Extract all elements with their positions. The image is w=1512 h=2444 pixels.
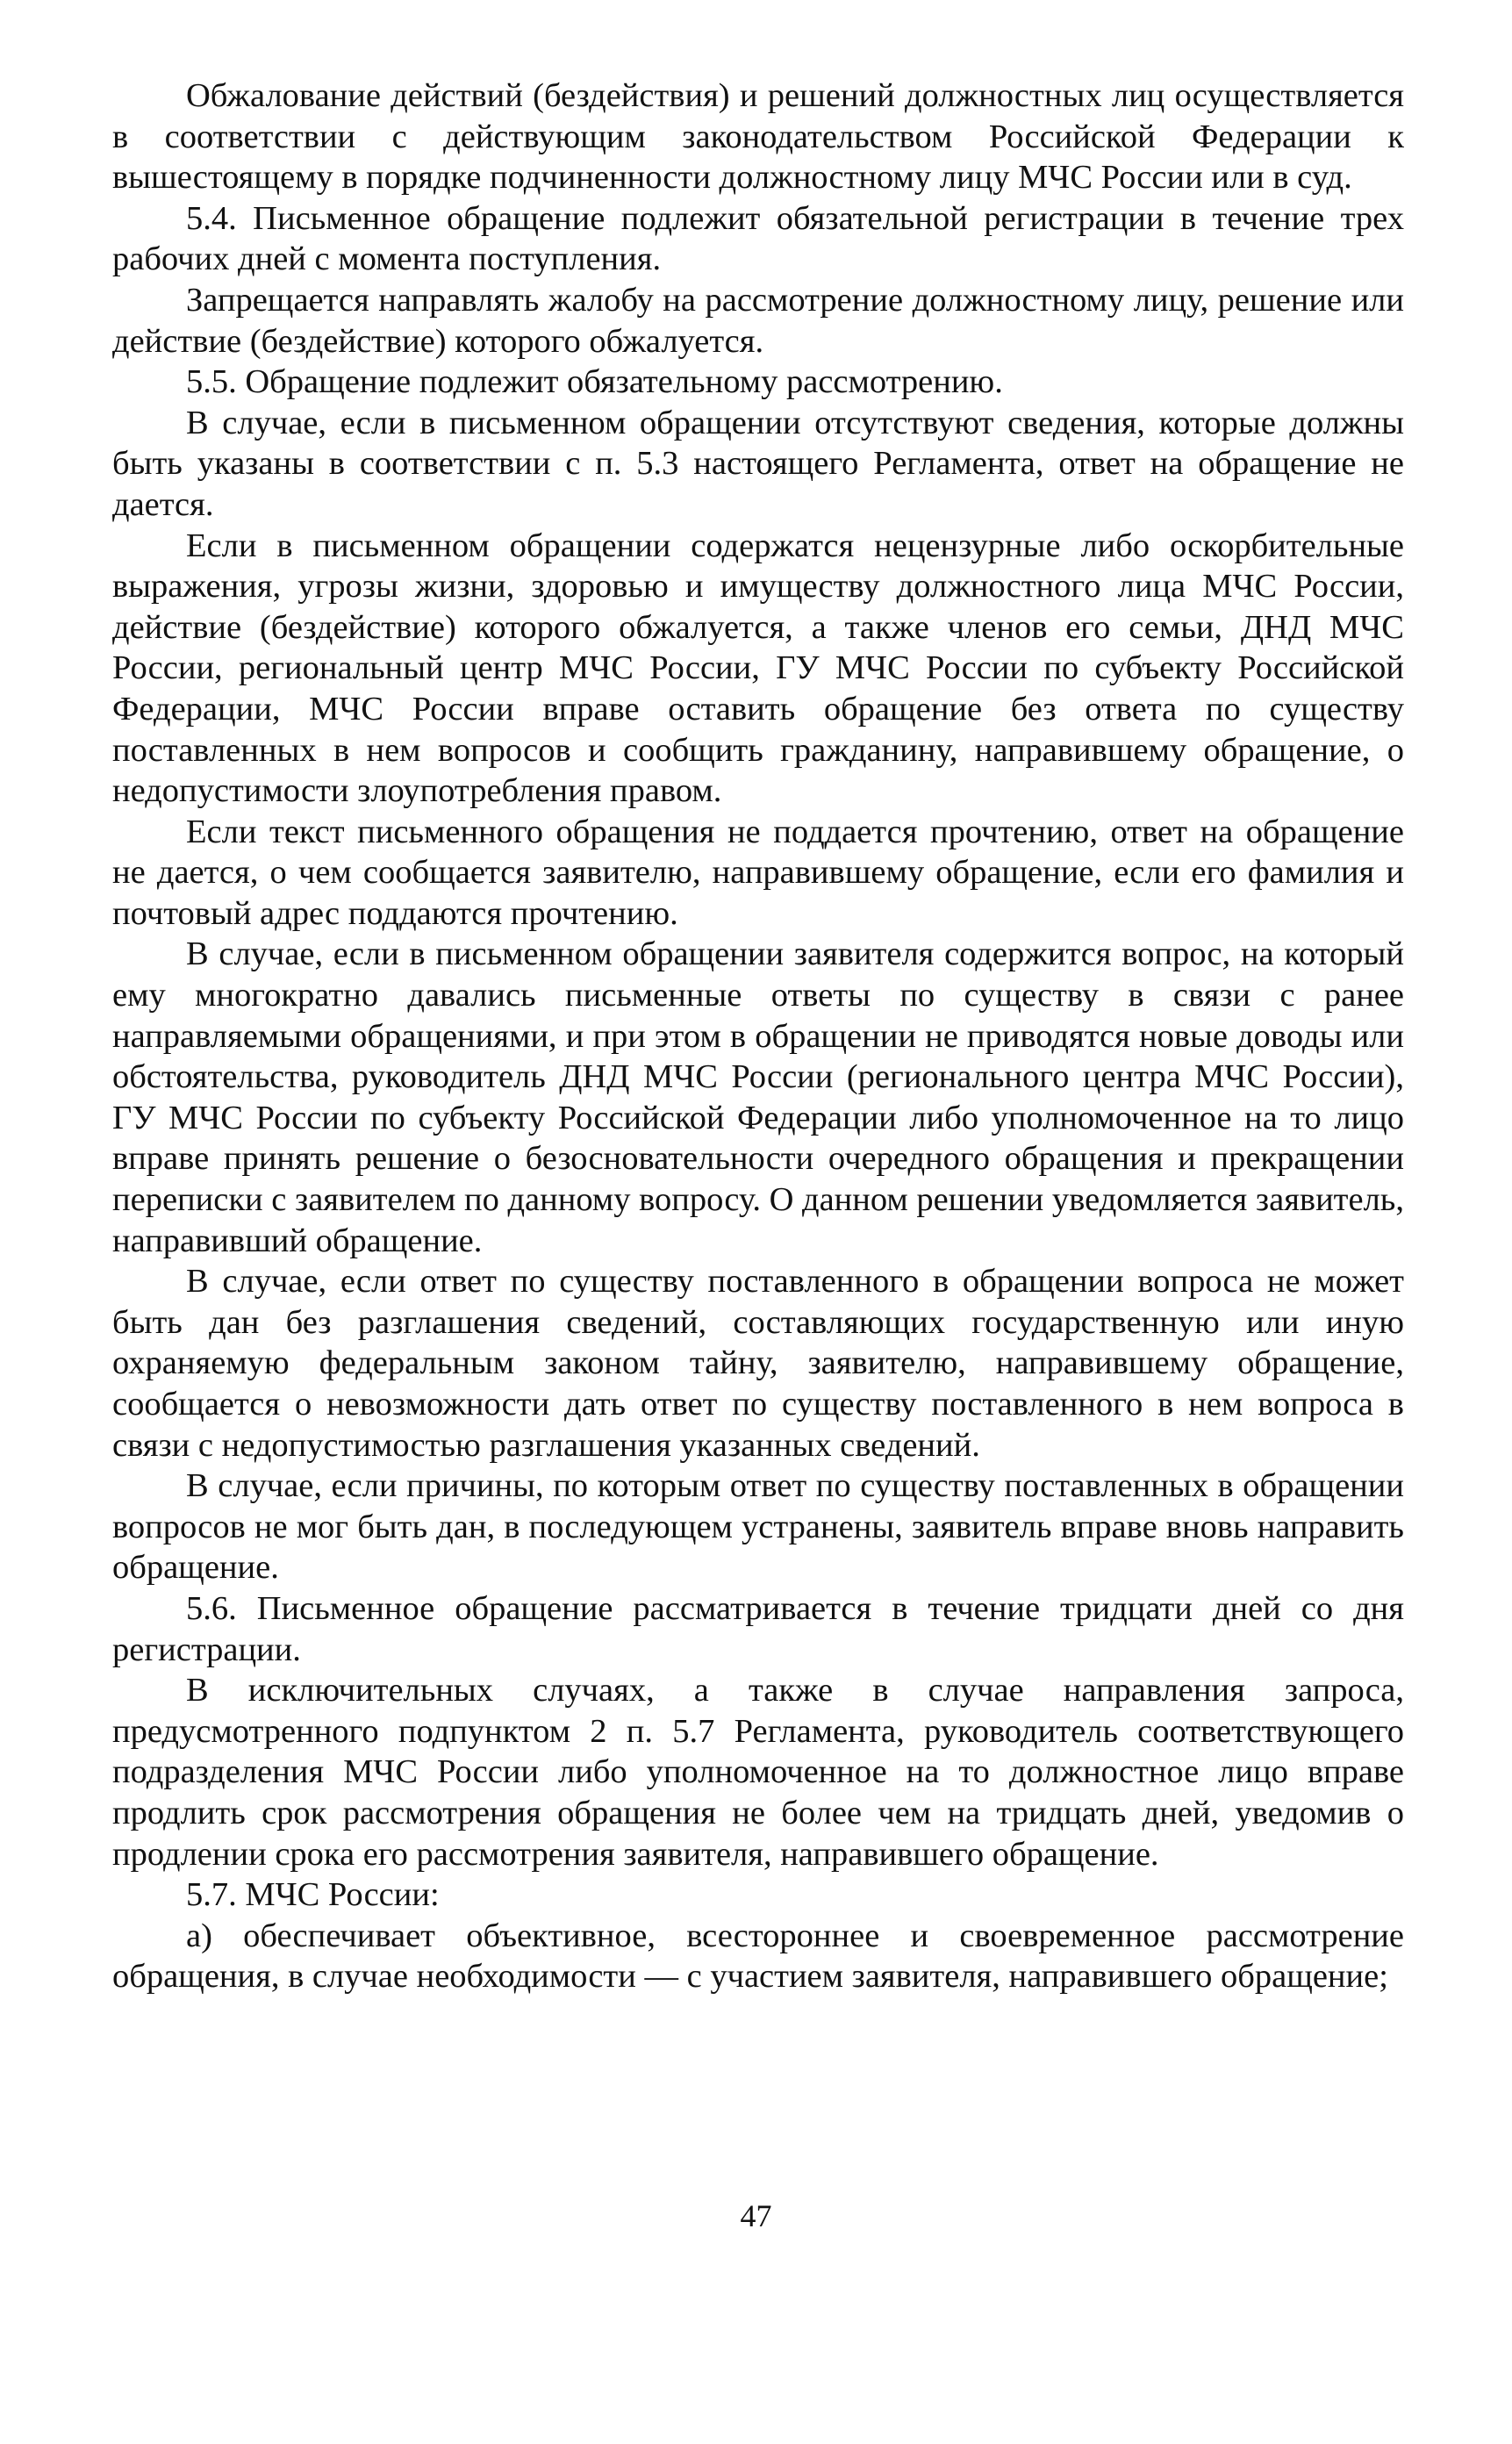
paragraph-5-7-a: а) обеспечивает объективное, всестороннее и своевременное рассмотрение обращения, в случае необходимости — с участием заявителя, направившего обращение; <box>112 1917 1404 1996</box>
paragraph-repeated-question: В случае, если в письменном обращении заявителя содержится вопрос, на который ему многократно давались письменные ответы по существу в связи с ранее направляемыми обращениями, и при этом в обращении не приводятся новые доводы или обстоятельства, руководитель ДНД МЧС России (регионального центра МЧС России), ГУ МЧС России по субъекту Российской Федерации либо уполномоченное на то лицо вправе принять решение о безосновательности очередного обращения и прекращении переписки с заявителем по данному вопросу. О данном решении уведомляется заявитель, направивший обращение. <box>112 935 1404 1259</box>
paragraph-5-6: 5.6. Письменное обращение рассматривается в течение тридцати дней со дня регистрации. <box>112 1589 1404 1668</box>
paragraph-offensive-content: Если в письменном обращении содержатся нецензурные либо оскорбительные выражения, угрозы жизни, здоровью и имуществу должностного лица МЧС России, действие (бездействие) которого обжалуется, а также членов его семьи, ДНД МЧС России, региональный центр МЧС России, ГУ МЧС России по субъекту Российской Федерации, МЧС России вправе оставить обращение без ответа по существу поставленных в нем вопросов и сообщить гражданину, направившему обращение, о недопустимости злоупотребления правом. <box>112 527 1404 810</box>
paragraph-5-5: 5.5. Обращение подлежит обязательному рассмотрению. <box>186 363 1003 401</box>
paragraph-5-4: 5.4. Письменное обращение подлежит обязательной регистрации в течение трех рабочих дней с момента поступления. <box>112 199 1404 278</box>
paragraph-5-7: 5.7. МЧС России: <box>186 1876 440 1914</box>
paragraph-resubmission: В случае, если причины, по которым ответ по существу поставленных в обращении вопросов не мог быть дан, в последующем устранены, заявитель вправе вновь направить обращение. <box>112 1467 1404 1587</box>
paragraph-complaint-restriction: Запрещается направлять жалобу на рассмотрение должностному лицу, решение или действие (бездействие) которого обжалуется. <box>112 281 1404 360</box>
paragraph-extension: В исключительных случаях, а также в случае направления запроса, предусмотренного подпунктом 2 п. 5.7 Регламента, руководитель соответствующего подразделения МЧС России либо уполномоченное на то должностное лицо вправе продлить срок рассмотрения обращения не более чем на тридцать дней, уведомив о продлении срока его рассмотрения заявителя, направившего обращение. <box>112 1672 1404 1873</box>
page-number: 47 <box>740 2198 772 2233</box>
paragraph-unreadable-text: Если текст письменного обращения не поддается прочтению, ответ на обращение не дается, о чем сообщается заявителю, направившему обращение, если его фамилия и почтовый адрес поддаются прочтению. <box>112 813 1404 932</box>
paragraph-state-secret: В случае, если ответ по существу поставленного в обращении вопроса не может быть дан без разглашения сведений, составляющих государственную или иную охраняемую федеральным законом тайну, заявителю, направившему обращение, сообщается о невозможности дать ответ по существу поставленного в нем вопроса в связи с недопустимостью разглашения указанных сведений. <box>112 1263 1404 1464</box>
paragraph-appeal-procedure: Обжалование действий (бездействия) и решений должностных лиц осуществляется в соответствии с действующим законодательством Российской Федерации к вышестоящему в порядке подчиненности должностному лицу МЧС России или в суд. <box>112 77 1404 197</box>
document-body <box>112 75 1404 1997</box>
paragraph-missing-info: В случае, если в письменном обращении отсутствуют сведения, которые должны быть указаны в соответствии с п. 5.3 настоящего Регламента, ответ на обращение не дается. <box>112 404 1404 523</box>
